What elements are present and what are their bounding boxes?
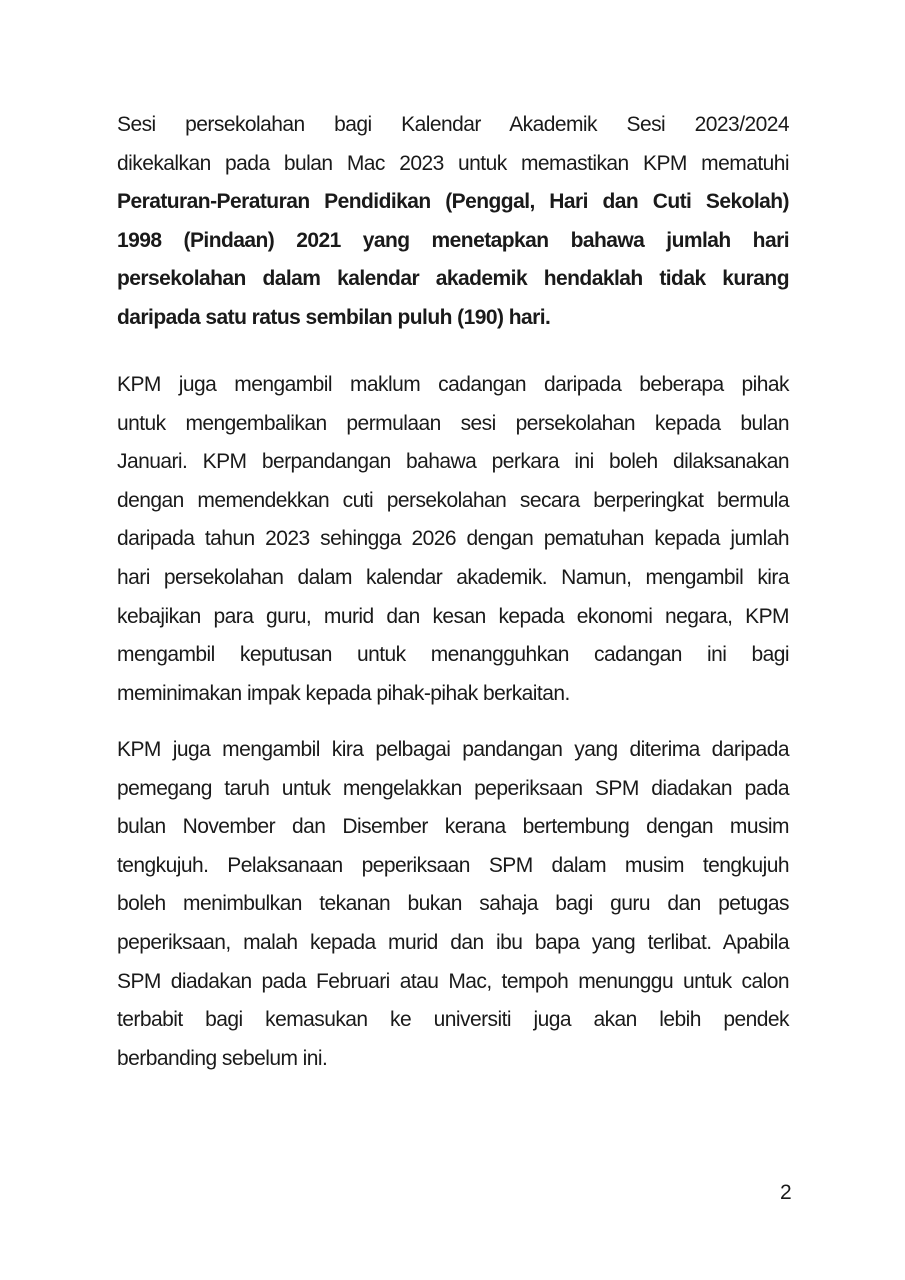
text-line: KPM juga mengambil maklum cadangan daripada beberapa pihak [117,373,789,396]
page-number: 2 [780,1181,792,1204]
text-line: Januari. KPM berpandangan bahawa perkara ini boleh dilaksanakan [117,450,789,474]
text-line: mengambil keputusan untuk menangguhkan cadangan ini bagi [117,643,789,667]
text-line-bold: persekolahan dalam kalendar akademik hendaklah tidak kurang [117,267,789,291]
text-line: Sesi persekolahan bagi Kalendar Akademik Sesi 2023/2024 [117,113,789,136]
text-line: kebajikan para guru, murid dan kesan kepada ekonomi negara, KPM [117,604,789,628]
text-line: pemegang taruh untuk mengelakkan peperiksaan SPM diadakan pada [117,776,789,800]
text-line-bold: daripada satu ratus sembilan puluh (190) hari. [117,305,551,329]
text-line: SPM diadakan pada Februari atau Mac, tempoh menunggu untuk calon [117,969,789,993]
text-line: berbanding sebelum ini. [117,1046,328,1070]
text-line: dikekalkan pada bulan Mac 2023 untuk memastikan KPM mematuhi [117,151,789,175]
paragraph-2 [117,366,789,713]
text-line: peperiksaan, malah kepada murid dan ibu bapa yang terlibat. Apabila [117,930,789,954]
text-line-bold: Peraturan-Peraturan Pendidikan (Penggal, Hari dan Cuti Sekolah) [117,190,789,214]
text-line: dengan memendekkan cuti persekolahan secara berperingkat bermula [117,488,789,512]
text-line-bold: 1998 (Pindaan) 2021 yang menetapkan bahawa jumlah hari [117,228,789,252]
text-line: terbabit bagi kemasukan ke universiti juga akan lebih pendek [117,1008,789,1032]
text-line: bulan November dan Disember kerana bertembung dengan musim [117,815,789,839]
paragraph-1 [117,106,789,338]
text-line: boleh menimbulkan tekanan bukan sahaja bagi guru dan petugas [117,892,789,916]
text-line: meminimakan impak kepada pihak-pihak berkaitan. [117,681,570,705]
paragraph-3 [117,731,789,1078]
text-line: tengkujuh. Pelaksanaan peperiksaan SPM dalam musim tengkujuh [117,853,789,877]
text-line: untuk mengembalikan permulaan sesi persekolahan kepada bulan [117,411,789,435]
text-line: daripada tahun 2023 sehingga 2026 dengan pematuhan kepada jumlah [117,527,789,551]
text-line: KPM juga mengambil kira pelbagai pandangan yang diterima daripada [117,738,789,761]
text-line: hari persekolahan dalam kalendar akademik. Namun, mengambil kira [117,565,789,589]
